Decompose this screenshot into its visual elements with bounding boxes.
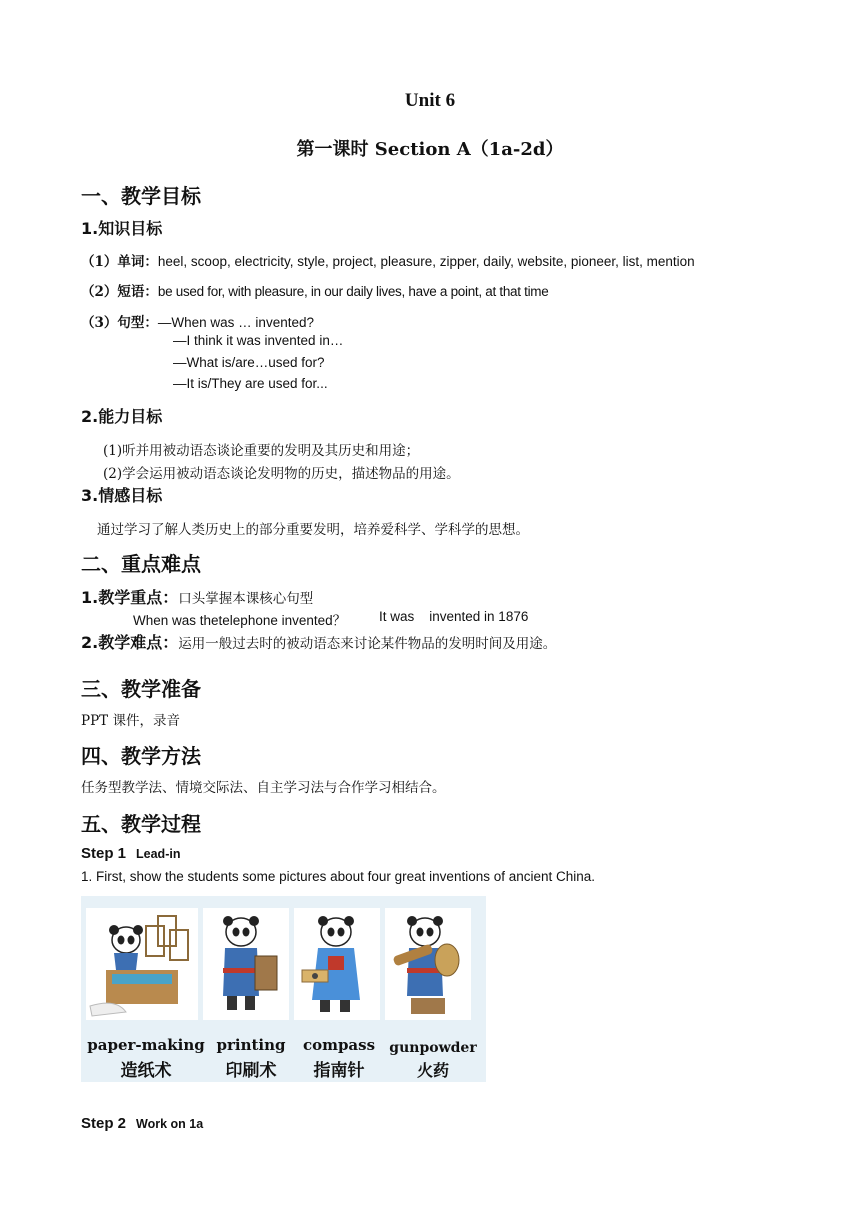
pattern-line [81, 311, 314, 331]
pattern-item: —It is/They are used for... [173, 376, 328, 391]
caption-cn: 指南针 [313, 1061, 365, 1081]
ability-heading: 2.能力目标 [81, 407, 163, 426]
key-point-line [81, 585, 313, 608]
panel-paper-making [86, 908, 198, 1020]
key-example-question: When was thetelephone invented？ [133, 613, 347, 628]
lesson-subtitle: 第一课时 Section A（1a-2d） [296, 139, 564, 160]
caption-cn: 造纸术 [120, 1061, 172, 1081]
step2-label: Step 2 [81, 1115, 127, 1132]
key-point-text: 口头掌握本课核心句型 [178, 591, 314, 607]
step1-label: Step 1 [81, 845, 127, 862]
panel-compass [294, 908, 380, 1020]
difficulty-label: 2.教学难点： [81, 633, 179, 652]
caption-cn: 火药 [416, 1061, 449, 1080]
step2-heading [81, 1115, 203, 1132]
panda-printing-icon [203, 908, 289, 1020]
vocab-line [81, 250, 695, 270]
section-heading-process: 五、教学过程 [81, 812, 201, 836]
step1-title: Lead-in [136, 847, 181, 861]
section-heading-key-points: 二、重点难点 [81, 552, 201, 576]
unit-title: Unit 6 [404, 90, 456, 111]
step1-heading [81, 845, 180, 862]
phrase-label: （2）短语： [81, 284, 158, 300]
panda-gunpowder-icon [385, 908, 471, 1020]
key-example-answer: It was invented in 1876 [379, 609, 529, 624]
pattern-item: —I think it was invented in… [173, 333, 344, 348]
ability-item: (2)学会运用被动语态谈论发明物的历史，描述物品的用途。 [103, 466, 460, 482]
caption-cn: 印刷术 [225, 1061, 277, 1081]
pattern-item: —When was … invented? [157, 315, 314, 330]
panel-gunpowder [385, 908, 471, 1020]
panel-printing [203, 908, 289, 1020]
phrase-line [81, 280, 548, 300]
vocab-label: （1）单词： [81, 254, 158, 270]
panda-paper-making-icon [86, 908, 198, 1020]
difficulty-line [81, 630, 556, 653]
section-heading-methods: 四、教学方法 [81, 744, 201, 768]
section-heading-objectives: 一、教学目标 [81, 184, 201, 208]
emotion-heading: 3.情感目标 [81, 486, 163, 505]
vocab-list: heel, scoop, electricity, style, project, pleasure, zipper, daily, website, pioneer, list, mention [157, 254, 695, 269]
key-point-label: 1.教学重点： [81, 588, 179, 607]
step1-item: 1. First, show the students some pictures about four great inventions of ancient China. [81, 869, 596, 884]
pattern-label: （3）句型： [81, 315, 158, 331]
panda-compass-icon [294, 908, 380, 1020]
preparation-text: PPT 课件，录音 [81, 713, 180, 729]
ability-item: (1)听并用被动语态谈论重要的发明及其历史和用途； [103, 443, 420, 459]
pattern-item: —What is/are…used for? [173, 355, 325, 370]
caption-en: paper-making [87, 1036, 205, 1054]
phrase-list: be used for, with pleasure, in our daily lives, have a point, at that time [157, 284, 549, 299]
knowledge-heading: 1.知识目标 [81, 219, 163, 238]
caption-en: gunpowder [389, 1040, 477, 1056]
caption-en: compass [302, 1036, 376, 1054]
emotion-text: 通过学习了解人类历史上的部分重要发明，培养爱科学、学科学的思想。 [97, 522, 529, 538]
section-heading-preparation: 三、教学准备 [81, 677, 201, 701]
caption-en: printing [216, 1036, 286, 1054]
four-inventions-figure [81, 896, 486, 1082]
methods-text: 任务型教学法、情境交际法、自主学习法与合作学习相结合。 [81, 780, 446, 796]
step2-title: Work on 1a [136, 1117, 204, 1131]
difficulty-text: 运用一般过去时的被动语态来讨论某件物品的发明时间及用途。 [178, 636, 557, 652]
